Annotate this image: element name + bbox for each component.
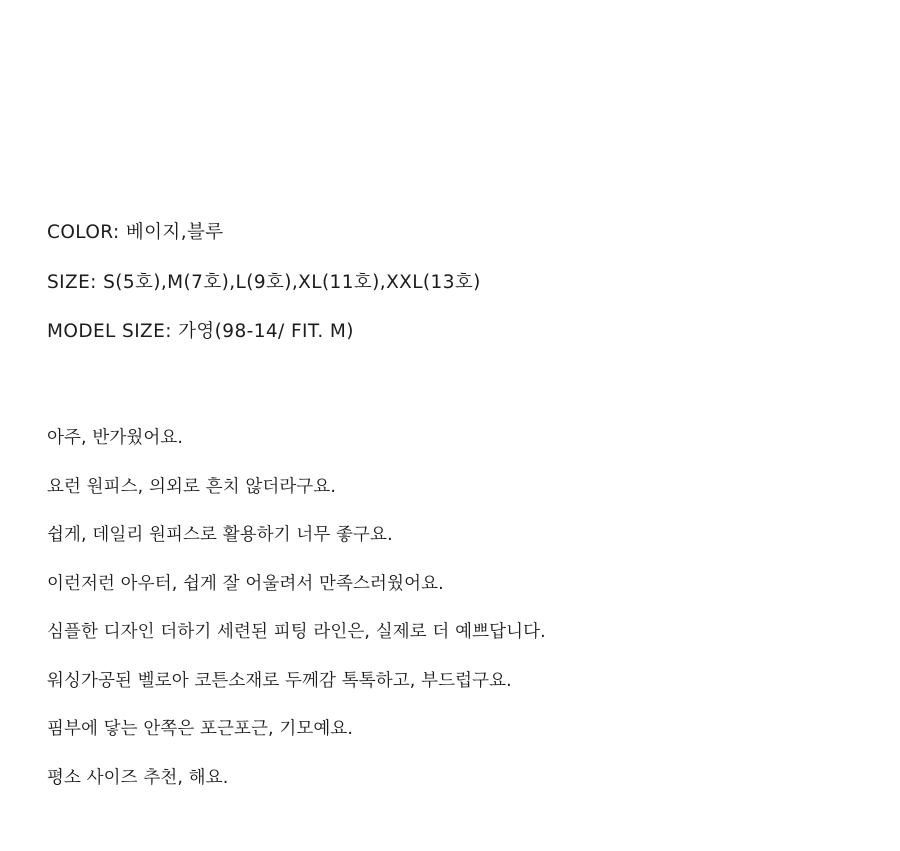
product-description <box>47 430 877 818</box>
spec-line-size: SIZE: S(5호),M(7호),L(9호),XL(11호),XXL(13호) <box>47 271 481 293</box>
description-line: 쉽게, 데일리 원피스로 활용하기 너무 좋구요. <box>47 525 393 545</box>
description-line: 이런저런 아우터, 쉽게 잘 어울려서 만족스러웠어요. <box>47 573 444 594</box>
description-line: 심플한 디자인 더하기 세련된 피팅 라인은, 실제로 더 예쁘답니다. <box>47 622 546 642</box>
product-spec-list <box>47 224 867 373</box>
spec-line-model-size: MODEL SIZE: 가영(98-14/ FIT. M) <box>47 321 354 342</box>
description-line: 워싱가공된 벨로아 코튼소재로 두께감 톡톡하고, 부드럽구요. <box>47 670 512 691</box>
description-line: 평소 사이즈 추천, 해요. <box>47 767 229 788</box>
description-line: 아주, 반가웠어요. <box>47 428 184 448</box>
description-line: 핌부에 닿는 안쪽은 포근포근, 기모예요. <box>47 719 354 739</box>
spec-line-color: COLOR: 베이지,블루 <box>47 222 224 243</box>
description-line: 요런 원피스, 의외로 흔치 않더라구요. <box>47 476 337 497</box>
